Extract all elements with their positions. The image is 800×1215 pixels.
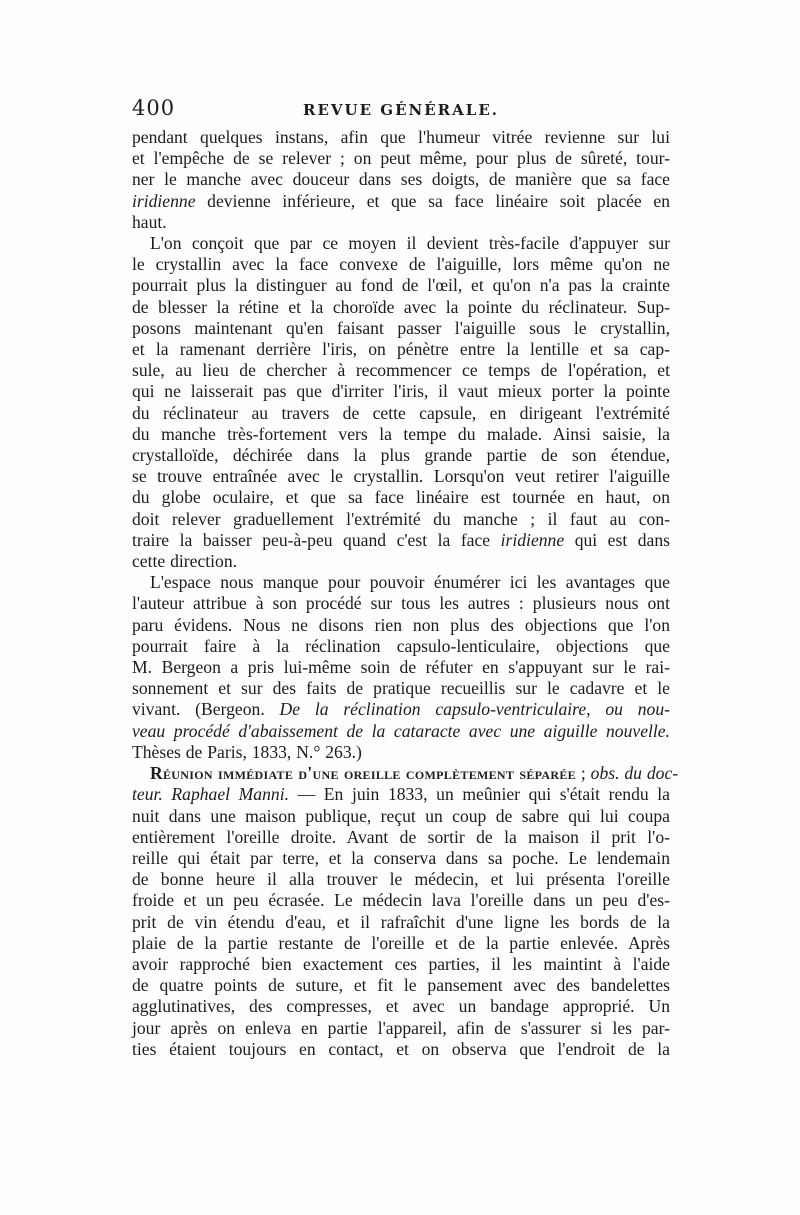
text-line: le crystallin avec la face convexe de l'aiguille, lors même qu'on ne xyxy=(132,254,670,275)
text-line: et la ramenant derrière l'iris, on pénètre entre la lentille et sa cap- xyxy=(132,339,670,360)
citation-line xyxy=(132,721,670,742)
source-note: teur. Raphael Manni. xyxy=(132,784,289,805)
text-line: L'on conçoit que par ce moyen il devient très-facile d'appuyer sur xyxy=(150,233,670,254)
body-text xyxy=(132,127,679,1060)
text-line: entièrement l'oreille droite. Avant de sortir de la maison il prit l'o- xyxy=(132,826,670,847)
text-line: pendant quelques instans, afin que l'humeur vitrée revienne sur lui xyxy=(132,127,670,147)
citation-line: vivant. (Bergeon. De la réclination capsulo-ventriculaire, ou nou- xyxy=(132,699,670,720)
text-line: de bonne heure il alla trouver le médecin, et lui présenta l'oreille xyxy=(132,869,670,890)
text-line: sonnement et sur des faits de pratique recueillis sur le cadavre et le xyxy=(132,678,670,699)
italic-term: iridienne xyxy=(132,190,196,211)
page-header xyxy=(132,96,670,126)
section-heading: Réunion immédiate d'une oreille complètement séparée xyxy=(150,763,576,784)
text-line: crystalloïde, déchirée dans la plus grande partie de son étendue, xyxy=(132,445,670,466)
text-line: reille qui était par terre, et la conserva dans sa poche. Le lendemain xyxy=(132,847,670,868)
text-line: doit relever graduellement l'extrémité du manche ; il faut au con- xyxy=(132,508,670,529)
text-line: cette direction. xyxy=(132,551,238,572)
text-line: pourrait plus la distinguer au fond de l'œil, et qu'on n'a pas la crainte xyxy=(132,275,670,296)
text-line: prit de vin étendu d'eau, et il rafraîchit d'une ligne les bords de la xyxy=(132,911,670,932)
text-line: posons maintenant qu'en faisant passer l'aiguille sous le crystallin, xyxy=(132,317,670,338)
text-line: pourrait faire à la réclination capsulo-lenticulaire, objections que xyxy=(132,635,670,656)
running-title: REVUE GÉNÉRALE. xyxy=(303,101,499,119)
citation-line: Thèses de Paris, 1833, N.° 263.) xyxy=(132,741,362,762)
text-line: nuit dans une maison publique, reçut un coup de sabre qui lui coupa xyxy=(132,805,670,826)
text-line: agglutinatives, des compresses, et avec un bandage approprié. Un xyxy=(132,996,670,1017)
text-line: l'auteur attribue à son procédé sur tous les autres : plusieurs nous ont xyxy=(132,593,670,614)
text-line: ties étaient toujours en contact, et on observa que l'endroit de la xyxy=(132,1038,670,1059)
text-line: qui ne laisserait pas que d'irriter l'iris, il vaut mieux porter la pointe xyxy=(132,381,670,402)
text-line: du manche très-fortement vers la tempe du malade. Ainsi saisie, la xyxy=(132,423,670,444)
text-line: avoir rapproché bien exactement ces parties, il les maintint à l'aide xyxy=(132,953,670,974)
citation-title: De la réclination capsulo-ventriculaire, ou nou- xyxy=(279,699,670,720)
italic-term: iridienne xyxy=(500,529,565,550)
text-line: haut. xyxy=(132,211,167,232)
text-line: et l'empêche de se relever ; on peut même, pour plus de sûreté, tour- xyxy=(132,148,670,169)
section-heading-line: Réunion immédiate d'une oreille complètement séparée ; obs. du doc- xyxy=(150,763,679,784)
text-line: M. Bergeon a pris lui-même soin de réfuter en s'appuyant sur le rai- xyxy=(132,657,670,678)
text-line: jour après on enleva en partie l'appareil, afin de s'assurer si les par- xyxy=(132,1017,670,1038)
source-note: obs. du doc- xyxy=(590,763,679,784)
text-line: froide et un peu écrasée. Le médecin lava l'oreille dans un peu d'es- xyxy=(132,890,670,911)
text-line: sule, au lieu de chercher à recommencer ce temps de l'opération, et xyxy=(132,360,670,381)
text-line: teur. Raphael Manni. — En juin 1833, un meûnier qui s'était rendu la xyxy=(132,784,670,805)
text-line: plaie de la partie restante de l'oreille et de la partie enlevée. Après xyxy=(132,932,670,953)
page-number: 400 xyxy=(132,96,176,120)
text-line: de quatre points de suture, et fit le pansement avec des bandelettes xyxy=(132,975,670,996)
text-line: se trouve entraînée avec le crystallin. Lorsqu'on veut retirer l'aiguille xyxy=(132,466,670,487)
text-line: iridienne devienne inférieure, et que sa face linéaire soit placée en xyxy=(132,190,670,211)
text-line: du réclinateur au travers de cette capsule, en dirigeant l'extrémité xyxy=(132,402,670,423)
text-line: ner le manche avec douceur dans ses doigts, de manière que sa face xyxy=(132,169,670,190)
citation-title: veau procédé d'abaissement de la cataracte avec une aiguille nouvelle. xyxy=(132,720,670,741)
text-line: du globe oculaire, et que sa face linéaire est tournée en haut, on xyxy=(132,487,670,508)
text-line: de blesser la rétine et la choroïde avec la pointe du réclinateur. Sup- xyxy=(132,296,670,317)
text-line: paru évidens. Nous ne disons rien non plus des objections que l'on xyxy=(132,614,670,635)
text-line: L'espace nous manque pour pouvoir énumérer ici les avantages que xyxy=(150,572,670,593)
text-line: traire la baisser peu-à-peu quand c'est la face iridienne qui est dans xyxy=(132,529,670,550)
